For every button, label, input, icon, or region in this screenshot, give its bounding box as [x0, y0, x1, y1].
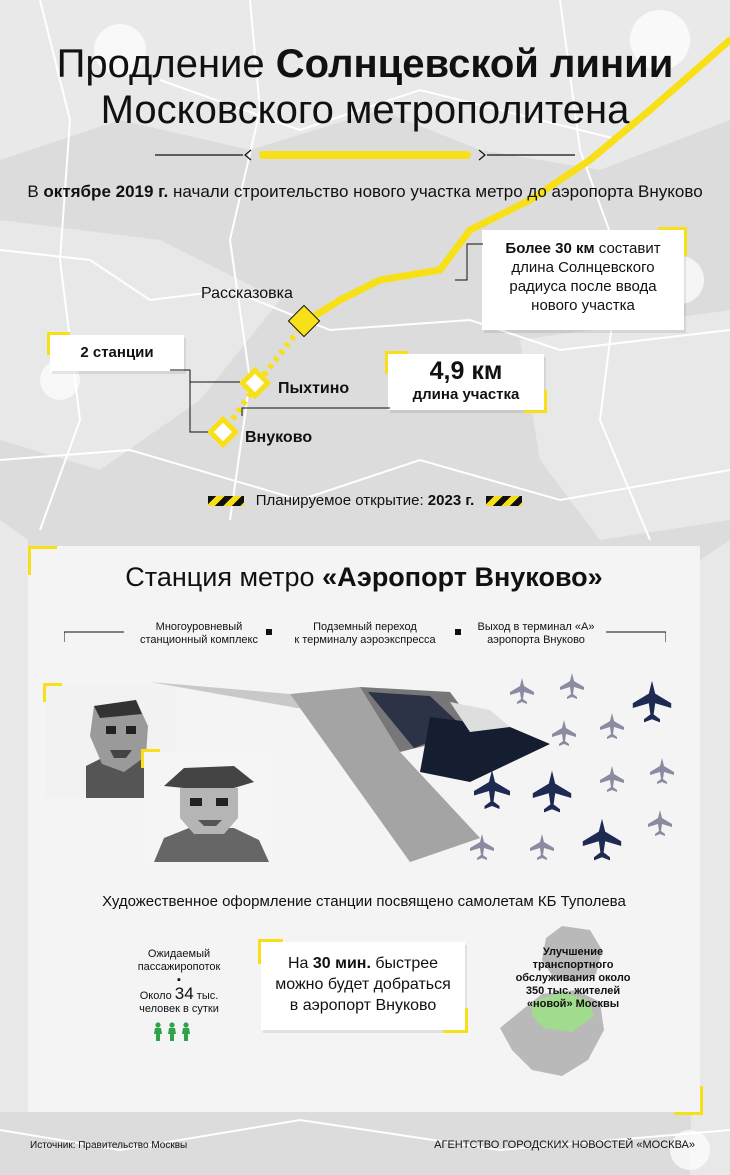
opening-year: 2023 г. — [427, 492, 475, 509]
intro-bold: октябре 2019 г. — [43, 182, 169, 201]
station-pykhtino: Пыхтино — [278, 380, 350, 397]
feature-2-line1: Подземный переход — [313, 621, 417, 633]
hazard-stripe-left — [208, 496, 244, 506]
feature-1-line2: станционный комплекс — [140, 634, 258, 646]
page-title-line2: Московского метрополитена — [100, 88, 630, 132]
box-corner — [443, 1008, 468, 1033]
tupolev-planes — [462, 670, 690, 866]
passenger-flow — [120, 948, 238, 1016]
station-title-prefix: Станция метро — [125, 562, 315, 592]
saving-prefix: На — [287, 955, 309, 972]
station-title-bold: «Аэропорт Внуково» — [322, 562, 603, 592]
flow-prefix: Около — [139, 990, 172, 1002]
design-caption: Художественное оформление станции посвящено самолетам КБ Туполева — [102, 893, 626, 910]
saving-bold: 30 мин. — [312, 955, 371, 972]
saving-line3: в аэропорт Внуково — [289, 997, 437, 1014]
segment-length: 4,9 км — [429, 357, 503, 385]
improvement-text — [508, 946, 638, 1011]
length-rest-1: составит — [598, 240, 661, 257]
saving-line2: можно будет добраться — [275, 976, 451, 993]
box-corner — [524, 390, 547, 413]
box-corner — [385, 351, 408, 374]
segment-connector — [240, 380, 390, 420]
box-corner — [258, 939, 283, 964]
people-icon — [152, 1022, 196, 1042]
improvement-line2: обслуживания около — [515, 972, 631, 984]
intro-text — [0, 182, 730, 202]
stations-bracket — [160, 360, 250, 440]
footer-source: Источник: Правительство Москвы — [30, 1140, 188, 1151]
box-corner — [47, 332, 70, 355]
stations-count: 2 станции — [80, 344, 154, 361]
flow-dot: ▪ — [177, 974, 181, 986]
page-title — [0, 40, 730, 88]
feature-2-line2: к терминалу аэроэкспресса — [294, 634, 436, 646]
separator-dot — [455, 629, 461, 635]
length-rest-4: нового участка — [531, 297, 635, 314]
title-divider — [155, 145, 575, 165]
length-bold: Более 30 км — [505, 240, 595, 257]
callout-connector — [455, 240, 485, 290]
segment-length-box — [388, 354, 544, 410]
title-bold: Солнцевской линии — [275, 42, 674, 86]
time-saving-box — [261, 942, 465, 1030]
improvement-line4: «новой» Москвы — [526, 998, 620, 1010]
improvement-line3: 350 тыс. жителей — [525, 985, 621, 997]
hazard-stripe-right — [486, 496, 522, 506]
flow-per-day: человек в сутки — [139, 1003, 219, 1015]
feature-3-line1: Выход в терминал «А» — [477, 621, 595, 633]
feature-2 — [285, 621, 445, 647]
title-prefix: Продление — [56, 42, 265, 86]
panel-corner — [674, 1086, 703, 1115]
intro-suffix: начали строительство нового участка метро до аэропорта Внуково — [173, 182, 703, 201]
flow-unit: тыс. — [196, 990, 219, 1002]
separator-dot — [266, 629, 272, 635]
length-callout — [482, 230, 684, 330]
station-rasskazovka: Рассказовка — [201, 285, 293, 302]
portrait-corner — [43, 683, 62, 702]
station-title — [28, 562, 700, 593]
segment-label: длина участка — [412, 386, 520, 403]
intro-prefix: В — [27, 182, 39, 201]
saving-rest: быстрее — [375, 955, 439, 972]
length-rest-3: радиуса после ввода — [509, 278, 657, 295]
opening-prefix: Планируемое открытие: — [255, 492, 424, 509]
length-rest-2: длина Солнцевского — [511, 259, 655, 276]
callout-corner — [658, 227, 687, 256]
opening-line — [0, 492, 730, 509]
feature-1-line1: Многоуровневый — [155, 621, 243, 633]
feature-1 — [125, 621, 273, 647]
feature-3-line2: аэропорта Внуково — [487, 634, 585, 646]
flow-label-1: Ожидаемый — [147, 948, 211, 960]
flow-number: 34 — [174, 984, 194, 1003]
feature-3 — [466, 621, 606, 647]
footer-agency: АГЕНТСТВО ГОРОДСКИХ НОВОСТЕЙ «МОСКВА» — [434, 1139, 695, 1151]
improvement-line1: Улучшение транспортного — [532, 946, 614, 971]
station-vnukovo: Внуково — [245, 429, 313, 446]
flow-label-2: пассажиропоток — [137, 961, 221, 973]
